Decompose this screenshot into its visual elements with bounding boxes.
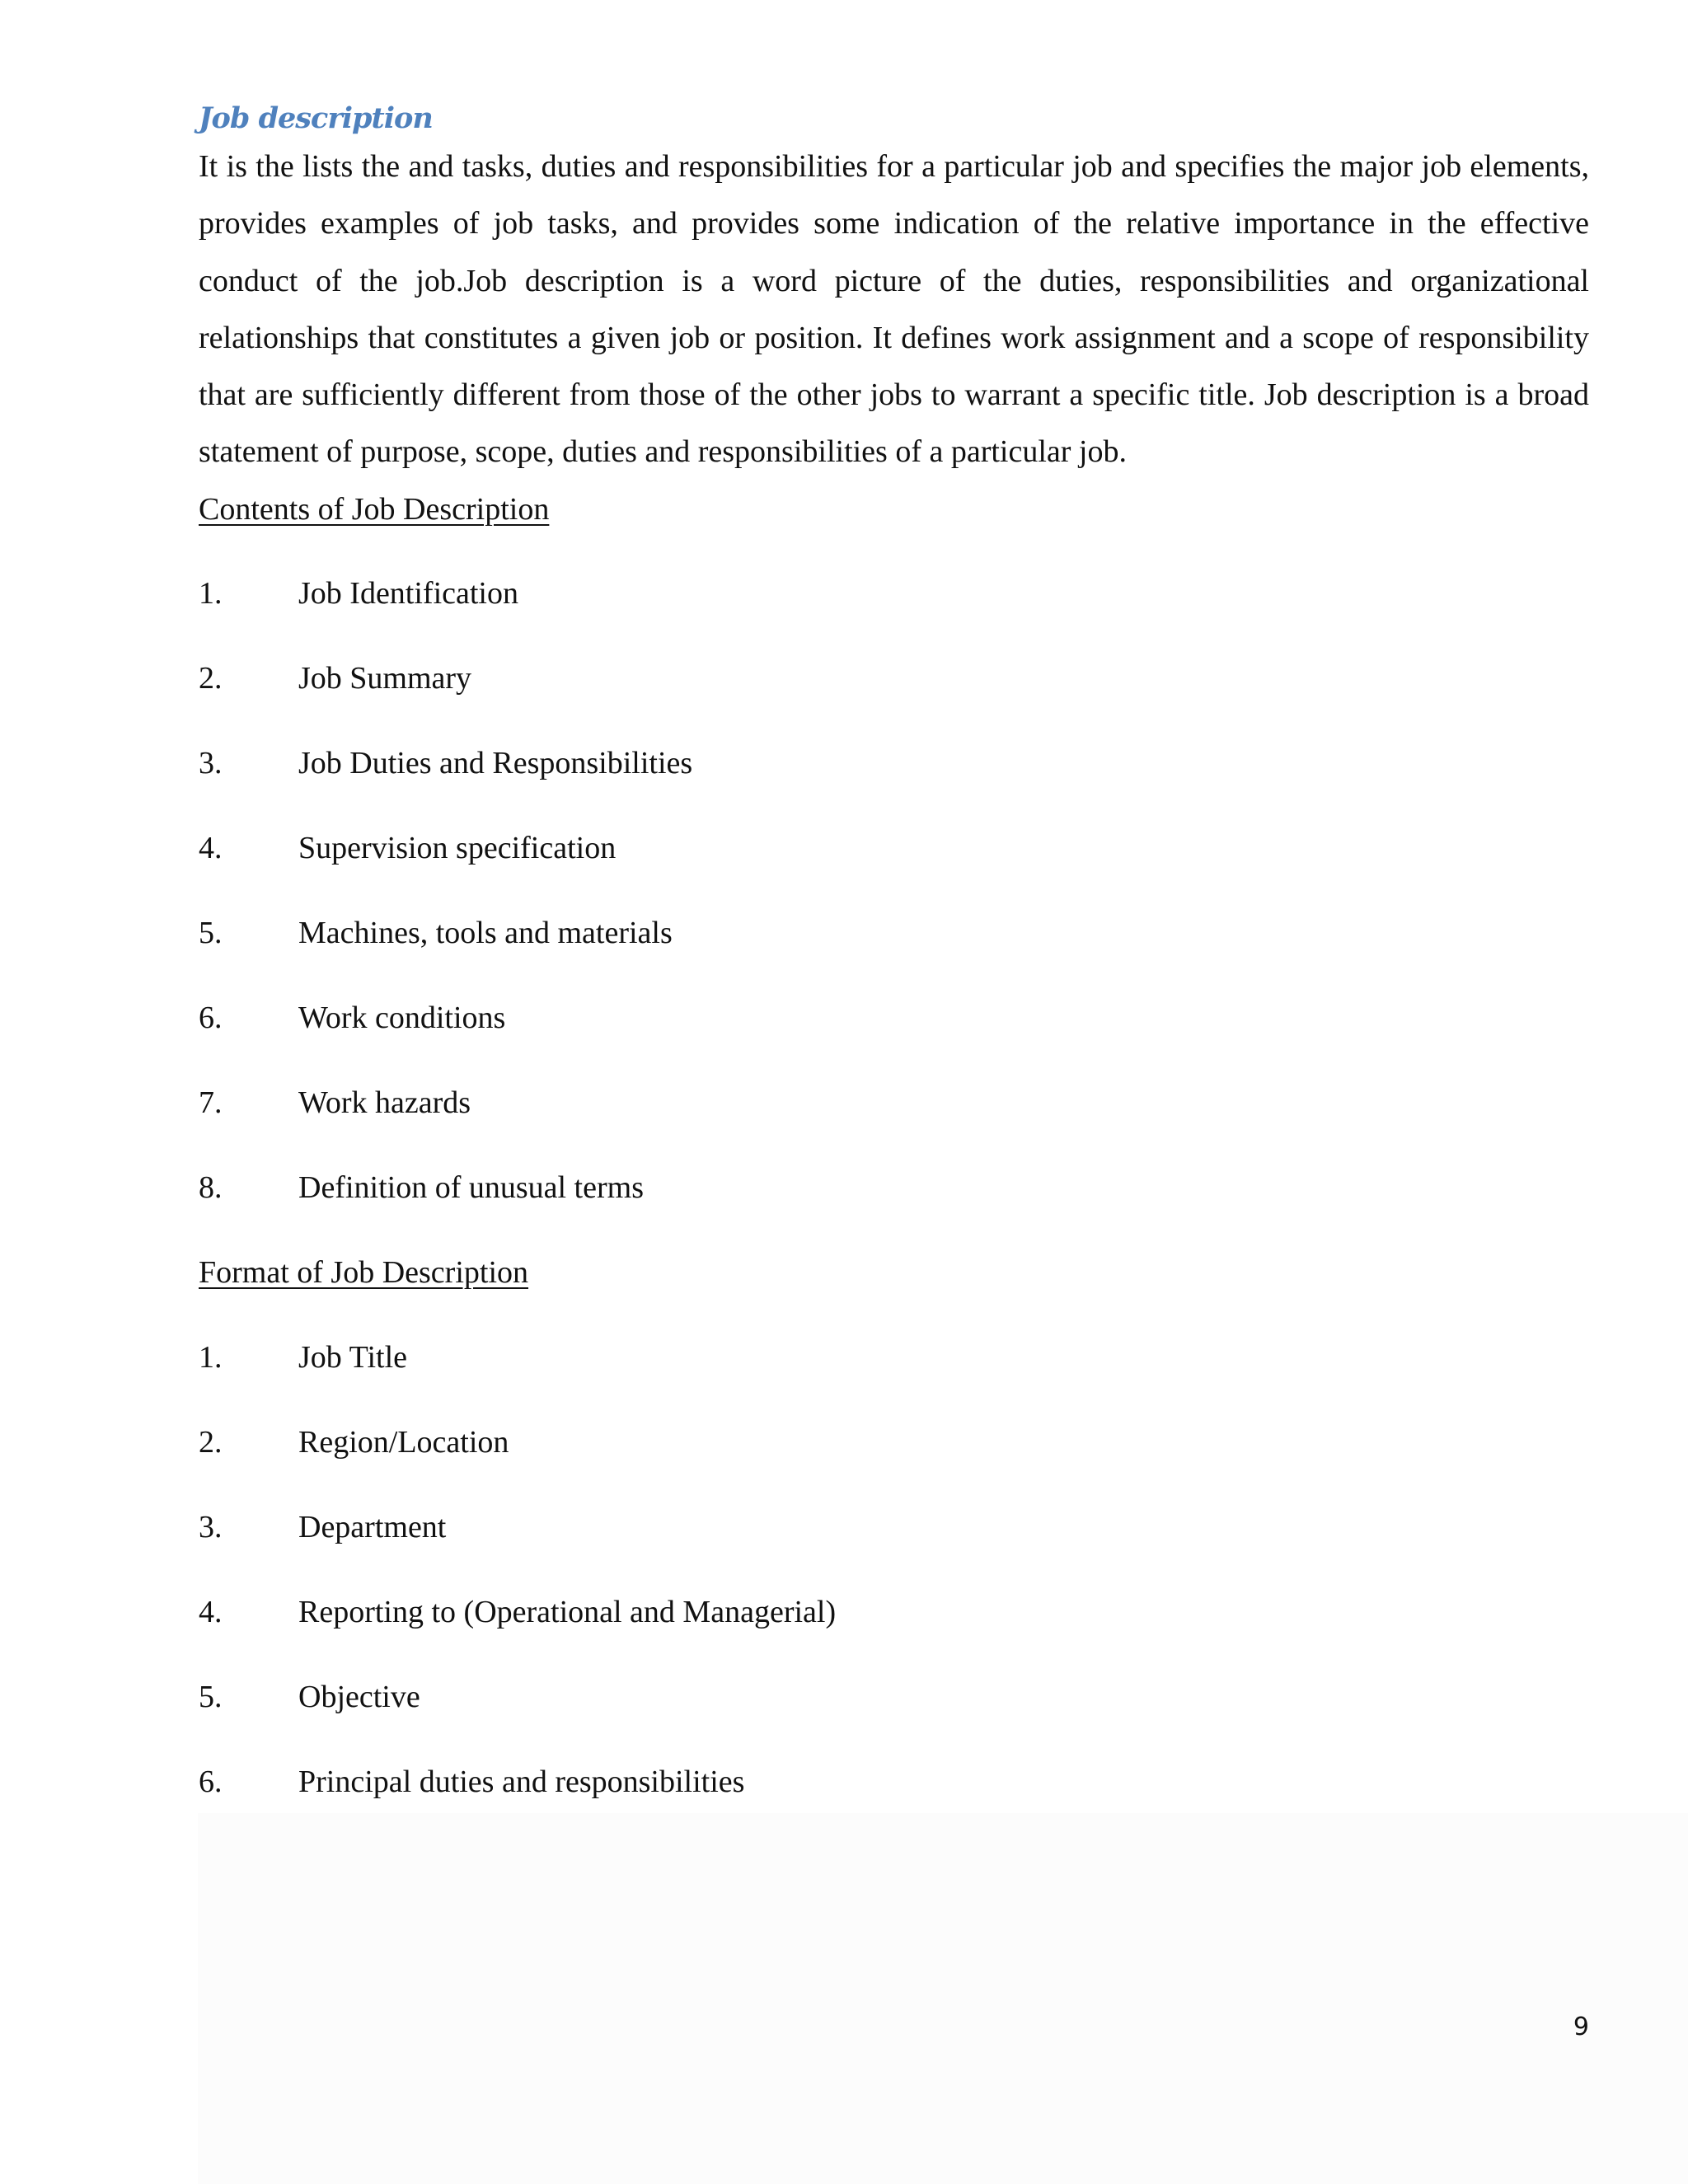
list-item <box>199 1754 1589 1839</box>
list-number: 2. <box>199 1424 223 1460</box>
list-item <box>199 1499 1589 1584</box>
list-item <box>199 735 1589 820</box>
list-text: Department <box>298 1509 447 1544</box>
list-item <box>199 905 1589 990</box>
list-text: Region/Location <box>298 1424 509 1460</box>
list-number: 2. <box>199 661 223 696</box>
list-number: 8. <box>199 1170 223 1206</box>
list-number: 3. <box>199 1509 223 1544</box>
section-heading: Job description <box>199 101 433 135</box>
list-item <box>199 820 1589 905</box>
format-title: Format of Job Description <box>199 1255 529 1291</box>
body-paragraph: It is the lists the and tasks, duties and responsibilities for a particular job and specifies the major job elements, provides examples of job tasks, and provides some indication of the relative importance in the effective conduct of the job.Job description is a word picture of the duties, responsibilities and organizational relationships that constitutes a given job or position. It defines work assignment and a scope of responsibility that are sufficiently different from those of the other jobs to warrant a specific title. Job description is a broad statement of purpose, scope, duties and responsibilities of a particular job. <box>199 149 1589 470</box>
list-item <box>199 650 1589 735</box>
list-text: Objective <box>298 1679 420 1714</box>
document-body <box>199 96 1589 1839</box>
contents-list <box>199 565 1589 1244</box>
list-number: 4. <box>199 831 223 866</box>
list-number: 1. <box>199 1339 223 1375</box>
list-item <box>199 1160 1589 1244</box>
list-text: Reporting to (Operational and Managerial) <box>298 1594 837 1629</box>
contents-title: Contents of Job Description <box>199 491 550 527</box>
list-text: Machines, tools and materials <box>298 916 673 951</box>
list-number: 4. <box>199 1594 223 1629</box>
list-number: 5. <box>199 1679 223 1714</box>
list-text: Supervision specification <box>298 831 617 866</box>
list-item <box>199 990 1589 1075</box>
list-item <box>199 1669 1589 1754</box>
list-text: Job Summary <box>298 661 472 696</box>
list-number: 7. <box>199 1085 223 1121</box>
page-background-shade <box>198 1813 1688 2184</box>
list-text: Definition of unusual terms <box>298 1170 644 1206</box>
list-text: Work conditions <box>298 1001 506 1036</box>
list-number: 1. <box>199 576 223 612</box>
list-item <box>199 1075 1589 1160</box>
list-text: Principal duties and responsibilities <box>298 1764 745 1799</box>
list-item <box>199 1414 1589 1499</box>
list-item <box>199 565 1589 650</box>
list-number: 3. <box>199 746 223 781</box>
format-list <box>199 1329 1589 1839</box>
list-number: 6. <box>199 1001 223 1036</box>
list-number: 6. <box>199 1764 223 1799</box>
list-text: Job Title <box>298 1339 408 1375</box>
list-item <box>199 1329 1589 1414</box>
list-text: Job Duties and Responsibilities <box>298 746 693 781</box>
page-number: 9 <box>1573 2013 1589 2041</box>
list-text: Work hazards <box>298 1085 471 1121</box>
list-item <box>199 1584 1589 1669</box>
list-text: Job Identification <box>298 576 518 612</box>
list-number: 5. <box>199 916 223 951</box>
